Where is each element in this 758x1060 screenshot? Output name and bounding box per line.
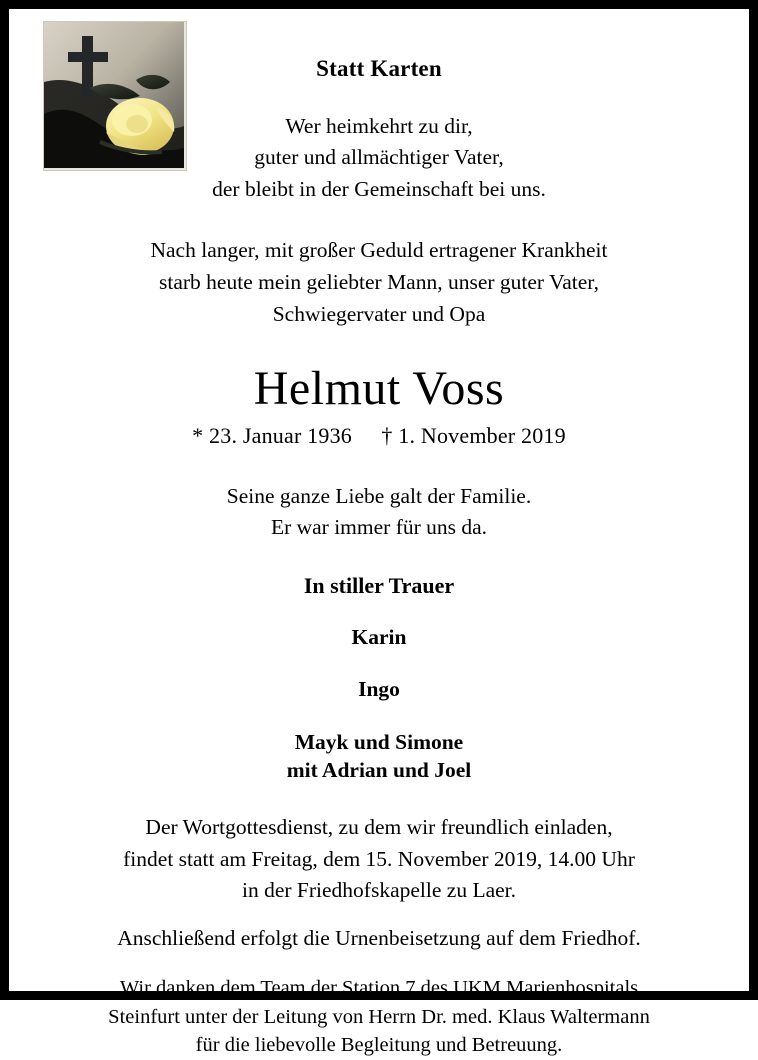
verse-line-1: Wer heimkehrt zu dir, [285, 113, 473, 138]
cross-and-yellow-rose-photo [43, 21, 187, 171]
service-block [43, 812, 715, 906]
notice-inner [9, 9, 749, 1057]
intro-block [43, 235, 715, 330]
mourner-1: Karin [351, 624, 407, 649]
service-line-2: findet statt am Freitag, dem 15. November 2019, 14.00 Uhr [123, 846, 635, 871]
photo-graphic [44, 22, 184, 168]
thanks-line-2: Steinfurt unter der Leitung von Herrn Dr. med. Klaus Waltermann [108, 1005, 650, 1028]
verse-line-3: der bleibt in der Gemeinschaft bei uns. [212, 176, 546, 201]
deceased-name: Helmut Voss [253, 362, 505, 416]
intro-line-3: Schwiegervater und Opa [272, 301, 486, 326]
birth-date: 23. Januar 1936 [209, 422, 352, 448]
mourner-3-children: mit Adrian und Joel [286, 758, 472, 783]
thanks-block [43, 974, 715, 1060]
mourner-2: Ingo [358, 677, 400, 702]
mourning-title: In stiller Trauer [303, 572, 455, 598]
tribute-block [43, 481, 715, 543]
deceased-dates [43, 423, 715, 449]
page-title: Statt Karten [316, 56, 442, 81]
after-service-note: Anschließend erfolgt die Urnenbeisetzung auf dem Friedhof. [117, 925, 641, 950]
birth-symbol: * [192, 422, 204, 448]
tribute-line-1: Seine ganze Liebe galt der Familie. [226, 483, 532, 508]
service-line-1: Der Wortgottesdienst, zu dem wir freundlich einladen, [145, 815, 613, 840]
mourner-3-name: Mayk und Simone [294, 729, 464, 754]
tribute-line-2: Er war immer für uns da. [270, 514, 488, 539]
mourner-3 [43, 728, 715, 785]
thanks-line-3: für die liebevolle Begleitung und Betreuung. [195, 1034, 563, 1057]
intro-line-2: starb heute mein geliebter Mann, unser guter Vater, [159, 269, 599, 294]
intro-line-1: Nach langer, mit großer Geduld ertragener Krankheit [150, 238, 608, 263]
death-symbol: † [381, 422, 393, 448]
service-line-3: in der Friedhofskapelle zu Laer. [241, 877, 517, 902]
death-date: 1. November 2019 [398, 422, 566, 448]
thanks-line-1: Wir danken dem Team der Station 7 des UKM Marienhospitals [119, 977, 639, 1000]
verse-line-2: guter und allmächtiger Vater, [254, 145, 504, 170]
